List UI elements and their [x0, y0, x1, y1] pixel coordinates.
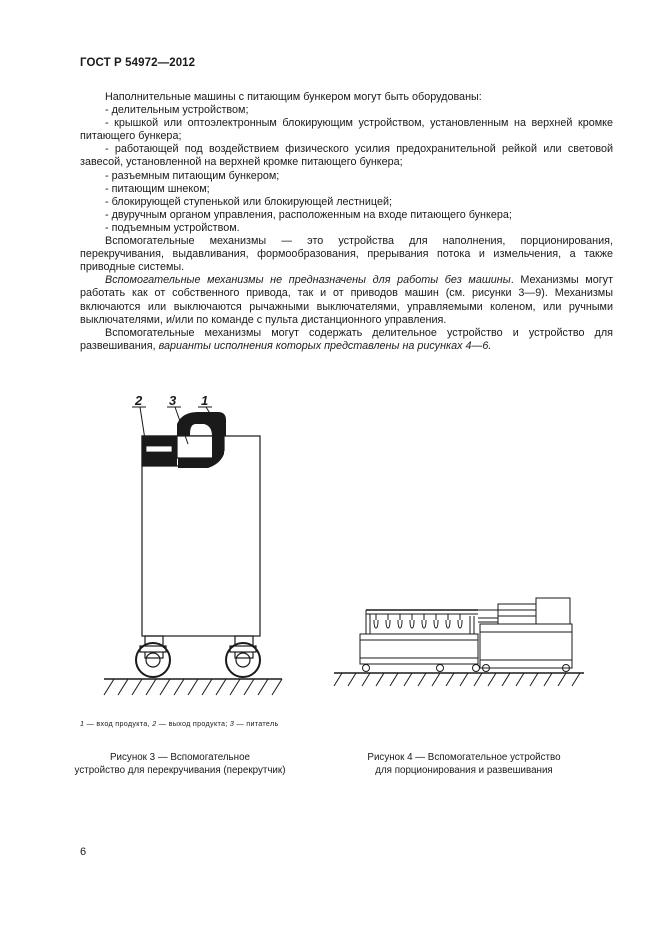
- legend-number: 1: [80, 719, 85, 728]
- legend-text: — вход продукта,: [84, 719, 153, 728]
- figure-4-drawing: [330, 588, 590, 690]
- page-number: 6: [80, 846, 87, 858]
- list-item: - крышкой или оптоэлектронным блокирующим устройством, установленным на верхней кромке питающего бункера;: [80, 117, 613, 143]
- list-item: - работающей под воздействием физического усилия предохранительной рейкой или световой завесой, установленной на верхней кромке питающего бункера;: [80, 143, 613, 169]
- figure-label-2: 2: [135, 393, 143, 408]
- italic-text: варианты исполнения которых представлены на рисунках 4—6.: [158, 339, 492, 352]
- list-item: - подъемным устройством.: [105, 221, 240, 234]
- legend-number: 3: [229, 719, 235, 728]
- list-item: - питающим шнеком;: [105, 182, 210, 195]
- document-header: ГОСТ Р 54972—2012: [80, 57, 196, 69]
- paragraph: Вспомогательные механизмы — это устройства для наполнения, порционирования, перекручивания, выдавливания, формообразования, прерывания потока и измельчения, а также приводные системы.: [80, 235, 613, 274]
- list-item: - делительным устройством;: [105, 104, 249, 117]
- list-item: - двуручным органом управления, расположенным на входе питающего бункера;: [105, 208, 512, 221]
- italic-text: Вспомогательные механизмы не предназначены для работы без машины: [105, 274, 511, 287]
- list-item: - разъемным питающим бункером;: [105, 169, 280, 182]
- figure-3-caption: [60, 752, 300, 777]
- legend-number: 2: [152, 719, 157, 728]
- paragraph-text: Вспомогательные механизмы могут содержать делительное устройство и устройство для развешивания,: [80, 326, 613, 352]
- body-text: [80, 91, 613, 353]
- list-item: - блокирующей ступенькой или блокирующей лестницей;: [105, 195, 392, 208]
- paragraph: Наполнительные машины с питающим бункером могут быть оборудованы:: [105, 91, 482, 103]
- caption-line: Рисунок 3 — Вспомогательное: [110, 752, 250, 763]
- legend-text: — выход продукта;: [156, 719, 230, 728]
- figure-4-caption: [346, 752, 582, 777]
- caption-line: Рисунок 4 — Вспомогательное устройство: [367, 752, 561, 763]
- figure-legend: [80, 719, 279, 728]
- caption-line: устройство для перекручивания (перекрутчик): [74, 764, 286, 776]
- caption-line: для порционирования и развешивания: [375, 764, 553, 776]
- paragraph: [80, 274, 613, 326]
- figure-label-1: 1: [201, 393, 209, 408]
- paragraph: [80, 327, 613, 353]
- figure-3-drawing: [100, 390, 300, 708]
- legend-text: — питатель: [234, 719, 279, 728]
- figure-label-3: 3: [169, 393, 177, 408]
- paragraph-text: . Механизмы могут работать как от собственного привода, так и от приводов машин (см. рисунки 3—9). Механизмы включаются или выключаются рычажными выключателями, управляемыми коленом, или ручными выключателями, и/или по команде с пульта дистанционного управления.: [80, 274, 614, 326]
